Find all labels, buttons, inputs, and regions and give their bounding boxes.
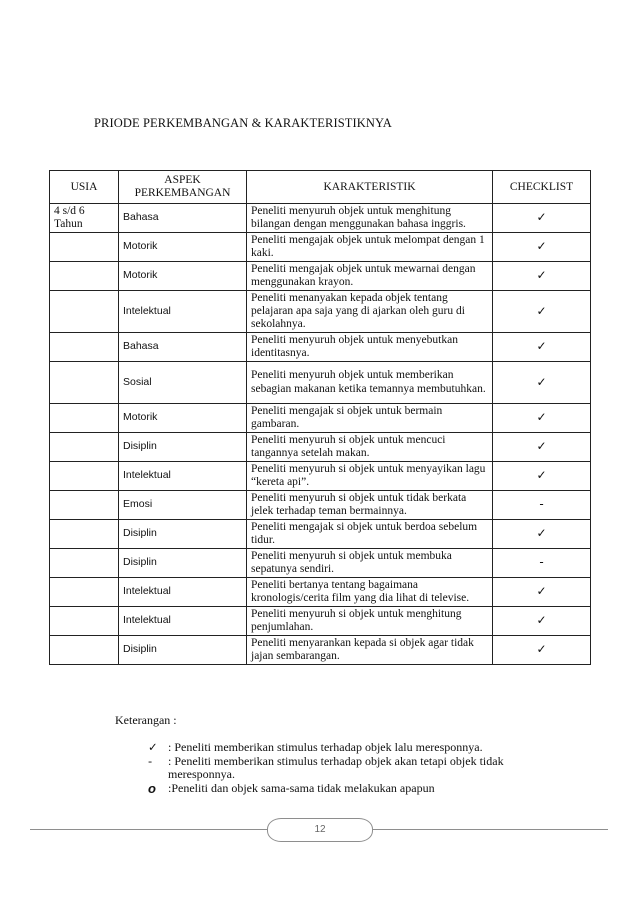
usia-cell: 4 s/d 6 Tahun (50, 204, 119, 233)
karakteristik-cell: Peneliti bertanya tentang bagaimana kronologis/cerita film yang dia lihat di televise. (247, 578, 493, 607)
aspek-cell: Intelektual (119, 462, 247, 491)
aspek-cell: Bahasa (119, 204, 247, 233)
aspek-cell: Disiplin (119, 433, 247, 462)
aspek-cell: Motorik (119, 404, 247, 433)
usia-cell (50, 362, 119, 404)
page-number: 12 (267, 818, 373, 842)
usia-cell (50, 262, 119, 291)
checkmark-icon: ✓ (148, 740, 158, 754)
legend-text: :Peneliti dan objek sama-sama tidak melakukan apapun (168, 780, 435, 795)
checklist-cell: ✓ (493, 520, 591, 549)
karakteristik-cell: Peneliti menyuruh objek untuk memberikan sebagian makanan ketika temannya membutuhkan. (247, 362, 493, 404)
usia-cell (50, 291, 119, 333)
usia-cell (50, 607, 119, 636)
checklist-cell: ✓ (493, 433, 591, 462)
table-body (50, 204, 591, 665)
header-checklist: CHECKLIST (493, 171, 591, 204)
aspek-cell: Disiplin (119, 520, 247, 549)
karakteristik-cell: Peneliti menyuruh objek untuk menyebutkan identitasnya. (247, 333, 493, 362)
usia-cell (50, 491, 119, 520)
checklist-cell: ✓ (493, 578, 591, 607)
checklist-cell: ✓ (493, 291, 591, 333)
karakteristik-cell: Peneliti mengajak si objek untuk bermain gambaran. (247, 404, 493, 433)
karakteristik-cell: Peneliti mengajak si objek untuk berdoa sebelum tidur. (247, 520, 493, 549)
checklist-cell: ✓ (493, 636, 591, 665)
karakteristik-cell: Peneliti mengajak objek untuk mewarnai dengan menggunakan krayon. (247, 262, 493, 291)
header-aspek: ASPEK PERKEMBANGAN (119, 171, 247, 204)
checklist-cell: ✓ (493, 333, 591, 362)
karakteristik-cell: Peneliti menanyakan kepada objek tentang pelajaran apa saja yang di ajarkan oleh guru di sekolahnya. (247, 291, 493, 333)
aspek-cell: Bahasa (119, 333, 247, 362)
table-row (50, 233, 591, 262)
table-row (50, 607, 591, 636)
keterangan-label: Keterangan : (115, 713, 177, 727)
checklist-cell: ✓ (493, 404, 591, 433)
usia-cell (50, 333, 119, 362)
legend-text: : Peneliti memberikan stimulus terhadap objek lalu meresponnya. (168, 740, 483, 754)
usia-cell (50, 462, 119, 491)
checklist-cell: ✓ (493, 462, 591, 491)
karakteristik-cell: Peneliti menyarankan kepada si objek agar tidak jajan sembarangan. (247, 636, 493, 665)
aspek-cell: Sosial (119, 362, 247, 404)
aspek-cell: Disiplin (119, 636, 247, 665)
table-header-row (50, 171, 591, 204)
table-row (50, 362, 591, 404)
characteristics-table (49, 170, 591, 665)
karakteristik-cell: Peneliti menyuruh objek untuk menghitung bilangan dengan menggunakan bahasa inggris. (247, 204, 493, 233)
dash-icon: - (148, 753, 153, 768)
aspek-cell: Motorik (119, 233, 247, 262)
table-row (50, 462, 591, 491)
table-row (50, 520, 591, 549)
checklist-cell: ✓ (493, 262, 591, 291)
legend-item-dash (148, 755, 548, 782)
aspek-cell: Intelektual (119, 578, 247, 607)
table-row (50, 404, 591, 433)
karakteristik-cell: Peneliti mengajak objek untuk melompat dengan 1 kaki. (247, 233, 493, 262)
header-usia: USIA (50, 171, 119, 204)
table-row (50, 333, 591, 362)
aspek-cell: Emosi (119, 491, 247, 520)
legend-item-circle (148, 782, 548, 796)
checklist-cell: ✓ (493, 362, 591, 404)
table-row (50, 262, 591, 291)
usia-cell (50, 404, 119, 433)
usia-cell (50, 549, 119, 578)
checklist-cell: ✓ (493, 204, 591, 233)
karakteristik-cell: Peneliti menyuruh si objek untuk menghitung penjumlahan. (247, 607, 493, 636)
checklist-cell: - (493, 491, 591, 520)
aspek-cell: Intelektual (119, 291, 247, 333)
karakteristik-cell: Peneliti menyuruh si objek untuk mencuci tangannya setelah makan. (247, 433, 493, 462)
checklist-cell: ✓ (493, 233, 591, 262)
header-karakteristik: KARAKTERISTIK (247, 171, 493, 204)
aspek-cell: Intelektual (119, 607, 247, 636)
legend-list (148, 741, 548, 795)
aspek-cell: Motorik (119, 262, 247, 291)
circle-icon: o (148, 780, 156, 796)
usia-cell (50, 636, 119, 665)
table-row (50, 636, 591, 665)
usia-cell (50, 433, 119, 462)
checklist-cell: ✓ (493, 607, 591, 636)
karakteristik-cell: Peneliti menyuruh si objek untuk membuka sepatunya sendiri. (247, 549, 493, 578)
usia-cell (50, 520, 119, 549)
table-row (50, 491, 591, 520)
usia-cell (50, 233, 119, 262)
checklist-cell: - (493, 549, 591, 578)
table-row (50, 549, 591, 578)
usia-cell (50, 578, 119, 607)
table-row (50, 578, 591, 607)
table-row (50, 433, 591, 462)
aspek-cell: Disiplin (119, 549, 247, 578)
table-row (50, 291, 591, 333)
page-title: PRIODE PERKEMBANGAN & KARAKTERISTIKNYA (94, 116, 392, 130)
legend-item-check (148, 741, 548, 755)
karakteristik-cell: Peneliti menyuruh si objek untuk tidak berkata jelek terhadap teman bermainnya. (247, 491, 493, 520)
legend-text: : Peneliti memberikan stimulus terhadap objek akan tetapi objek tidak meresponnya. (168, 753, 504, 781)
karakteristik-cell: Peneliti menyuruh si objek untuk menyayikan lagu “kereta api”. (247, 462, 493, 491)
table-row (50, 204, 591, 233)
